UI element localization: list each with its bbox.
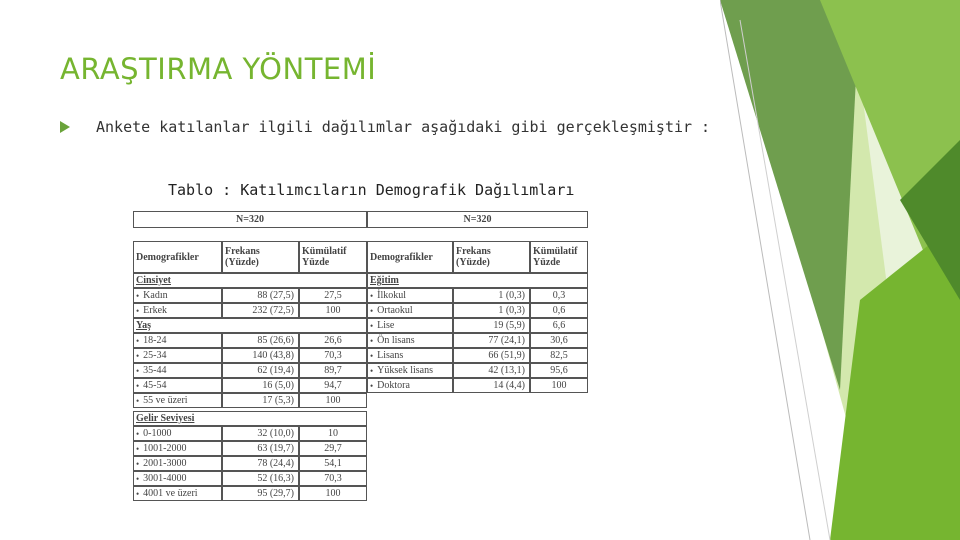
row-cum: 6,6: [530, 318, 588, 333]
row-label: • Lisans: [367, 348, 453, 363]
table-row: [133, 363, 367, 378]
row-freq: 52 (16,3): [222, 471, 299, 486]
row-freq: 232 (72,5): [222, 303, 299, 318]
row-cum: 100: [299, 303, 367, 318]
section-age: Yaş: [133, 318, 367, 333]
row-cum: 26,6: [299, 333, 367, 348]
table-row: [133, 393, 367, 408]
table-row: [133, 456, 367, 471]
row-label: • Lise: [367, 318, 453, 333]
row-freq: 19 (5,9): [453, 318, 530, 333]
table-row: [367, 288, 588, 303]
table-row: [367, 318, 588, 333]
table-row: [133, 441, 367, 456]
table-row: [133, 348, 367, 363]
row-freq: 17 (5,3): [222, 393, 299, 408]
row-freq: 95 (29,7): [222, 486, 299, 501]
section-gender: Cinsiyet: [133, 273, 367, 288]
row-label: • Kadın: [133, 288, 222, 303]
row-freq: 88 (27,5): [222, 288, 299, 303]
row-cum: 10: [299, 426, 367, 441]
row-cum: 100: [299, 393, 367, 408]
row-freq: 63 (19,7): [222, 441, 299, 456]
row-label: • Ortaokul: [367, 303, 453, 318]
table-header-row: [133, 241, 588, 273]
decorative-green-shapes: [720, 0, 960, 540]
row-cum: 100: [299, 486, 367, 501]
row-label: • Ön lisans: [367, 333, 453, 348]
table-row: [367, 333, 588, 348]
row-freq: 42 (13,1): [453, 363, 530, 378]
row-label: • İlkokul: [367, 288, 453, 303]
row-cum: 29,7: [299, 441, 367, 456]
table-row: [133, 211, 588, 228]
row-freq: 140 (43,8): [222, 348, 299, 363]
n-left: N=320: [133, 211, 367, 228]
row-cum: 70,3: [299, 471, 367, 486]
section-education: Eğitim: [367, 273, 588, 288]
table-caption: Tablo : Katılımcıların Demografik Dağılımları: [168, 181, 575, 199]
bullet-row: [60, 118, 710, 136]
row-label: • 4001 ve üzeri: [133, 486, 222, 501]
table-row: [133, 471, 367, 486]
row-label: • Doktora: [367, 378, 453, 393]
row-cum: 54,1: [299, 456, 367, 471]
row-freq: 77 (24,1): [453, 333, 530, 348]
row-freq: 66 (51,9): [453, 348, 530, 363]
row-label: • 55 ve üzeri: [133, 393, 222, 408]
arrow-bullet-icon: [60, 121, 70, 133]
n-right: N=320: [367, 211, 588, 228]
row-cum: 89,7: [299, 363, 367, 378]
row-cum: 95,6: [530, 363, 588, 378]
row-label: • 18-24: [133, 333, 222, 348]
table-row: [133, 333, 367, 348]
bullet-text: Ankete katılanlar ilgili dağılımlar aşağıdaki gibi gerçekleşmiştir :: [96, 118, 711, 136]
row-freq: 14 (4,4): [453, 378, 530, 393]
row-freq: 16 (5,0): [222, 378, 299, 393]
header-freq-left: Frekans (Yüzde): [222, 241, 299, 273]
demographics-table: [133, 211, 588, 501]
row-label: • 2001-3000: [133, 456, 222, 471]
section-row: [133, 318, 367, 333]
table-row: [367, 348, 588, 363]
row-cum: 82,5: [530, 348, 588, 363]
table-row: [367, 303, 588, 318]
table-row: [133, 378, 367, 393]
row-cum: 0,3: [530, 288, 588, 303]
table-row: [133, 426, 367, 441]
header-demo-left: Demografikler: [133, 241, 222, 273]
row-label: • 45-54: [133, 378, 222, 393]
row-label: • 1001-2000: [133, 441, 222, 456]
row-freq: 32 (10,0): [222, 426, 299, 441]
row-cum: 0,6: [530, 303, 588, 318]
row-label: • Yüksek lisans: [367, 363, 453, 378]
row-label: • 0-1000: [133, 426, 222, 441]
row-freq: 1 (0,3): [453, 288, 530, 303]
header-demo-right: Demografikler: [367, 241, 453, 273]
table-row: [367, 363, 588, 378]
row-freq: 62 (19,4): [222, 363, 299, 378]
header-freq-right: Frekans (Yüzde): [453, 241, 530, 273]
row-cum: 27,5: [299, 288, 367, 303]
table-row: [133, 303, 367, 318]
row-freq: 78 (24,4): [222, 456, 299, 471]
slide-title: ARAŞTIRMA YÖNTEMİ: [60, 52, 377, 86]
row-cum: 70,3: [299, 348, 367, 363]
section-row: [367, 273, 588, 288]
row-label: • Erkek: [133, 303, 222, 318]
row-label: • 25-34: [133, 348, 222, 363]
row-freq: 1 (0,3): [453, 303, 530, 318]
section-income: Gelir Seviyesi: [133, 411, 367, 426]
table-row: [133, 486, 367, 501]
section-row: [133, 273, 367, 288]
header-cum-right: Kümülatif Yüzde: [530, 241, 588, 273]
header-cum-left: Kümülatif Yüzde: [299, 241, 367, 273]
row-label: • 3001-4000: [133, 471, 222, 486]
section-row: [133, 411, 367, 426]
row-label: • 35-44: [133, 363, 222, 378]
row-cum: 30,6: [530, 333, 588, 348]
row-cum: 94,7: [299, 378, 367, 393]
table-row: [133, 288, 367, 303]
row-cum: 100: [530, 378, 588, 393]
table-row: [367, 378, 588, 393]
row-freq: 85 (26,6): [222, 333, 299, 348]
